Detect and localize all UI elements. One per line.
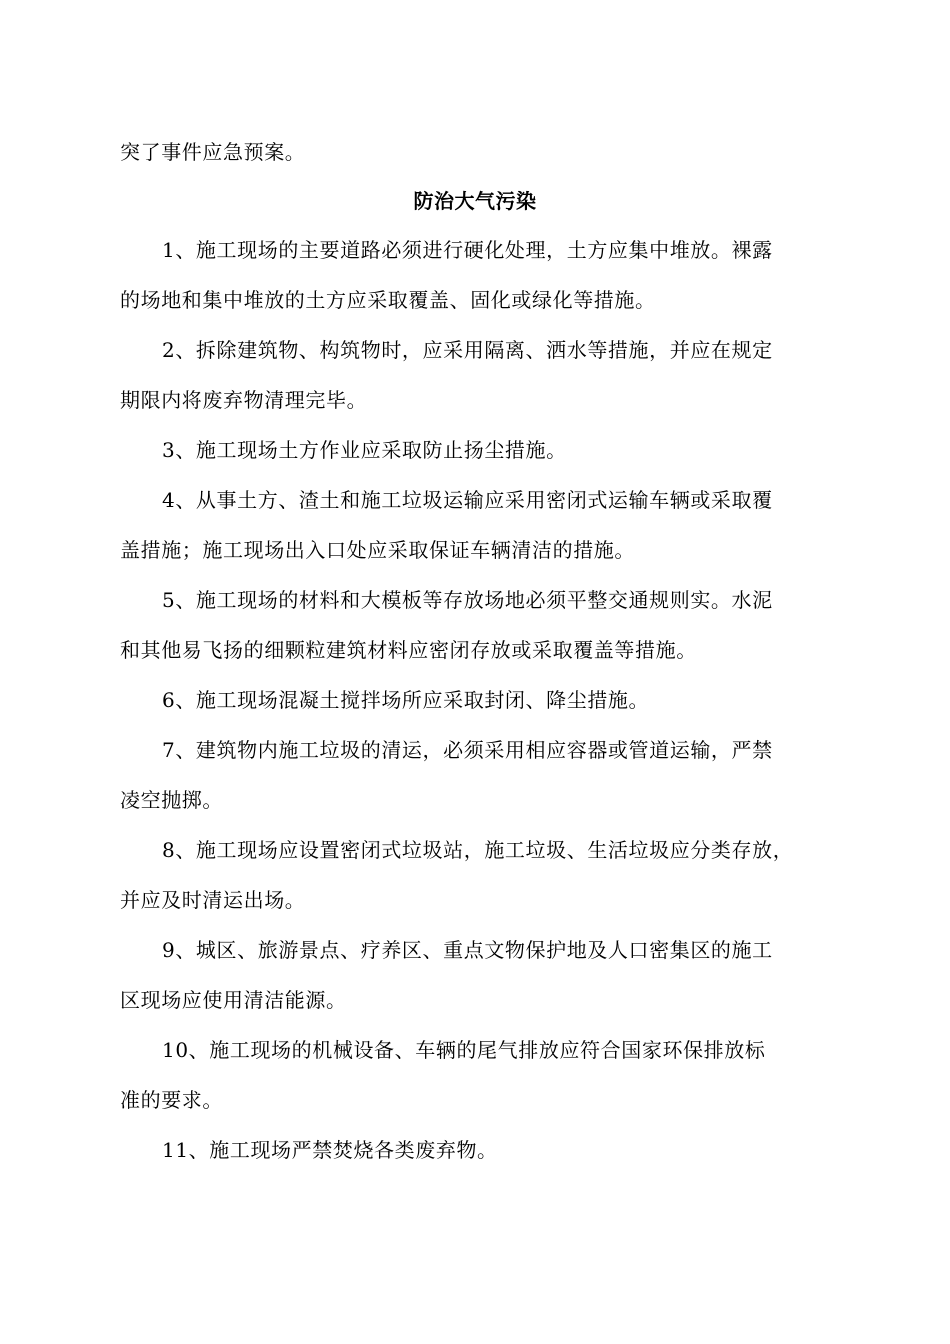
carryover-line: 突了事件应急预案。 [120, 140, 306, 164]
paragraph-8-line-1: 8、施工现场应设置密闭式垃圾站，施工垃圾、生活垃圾应分类存放， [162, 838, 794, 862]
paragraph-6-line-1: 6、施工现场混凝土搅拌场所应采取封闭、降尘措施。 [162, 688, 650, 712]
paragraph-4-line-1: 4、从事土方、渣土和施工垃圾运输应采用密闭式运输车辆或采取覆 [162, 488, 773, 512]
paragraph-5-line-1: 5、施工现场的材料和大模板等存放场地必须平整交通规则实。水泥 [162, 588, 773, 612]
paragraph-10-line-1: 10、施工现场的机械设备、车辆的尾气排放应符合国家环保排放标 [162, 1038, 766, 1062]
paragraph-7-line-2: 凌空抛掷。 [120, 788, 223, 812]
paragraph-10-line-2: 准的要求。 [120, 1088, 223, 1112]
paragraph-3-line-1: 3、施工现场土方作业应采取防止扬尘措施。 [162, 438, 567, 462]
paragraph-2-line-1: 2、拆除建筑物、构筑物时，应采用隔离、洒水等措施，并应在规定 [162, 338, 773, 362]
paragraph-9-line-1: 9、城区、旅游景点、疗养区、重点文物保护地及人口密集区的施工 [162, 938, 773, 962]
paragraph-5-line-2: 和其他易飞扬的细颗粒建筑材料应密闭存放或采取覆盖等措施。 [120, 638, 697, 662]
paragraph-1-line-1: 1、施工现场的主要道路必须进行硬化处理，土方应集中堆放。裸露 [162, 238, 773, 262]
paragraph-4-line-2: 盖措施；施工现场出入口处应采取保证车辆清洁的措施。 [120, 538, 635, 562]
paragraph-8-line-2: 并应及时清运出场。 [120, 888, 306, 912]
paragraph-1-line-2: 的场地和集中堆放的土方应采取覆盖、固化或绿化等措施。 [120, 288, 656, 312]
paragraph-7-line-1: 7、建筑物内施工垃圾的清运，必须采用相应容器或管道运输，严禁 [162, 738, 773, 762]
paragraph-11-line-1: 11、施工现场严禁焚烧各类废弃物。 [162, 1138, 498, 1162]
paragraph-2-line-2: 期限内将废弃物清理完毕。 [120, 388, 368, 412]
section-title: 防治大气污染 [413, 189, 537, 213]
paragraph-9-line-2: 区现场应使用清洁能源。 [120, 988, 347, 1012]
